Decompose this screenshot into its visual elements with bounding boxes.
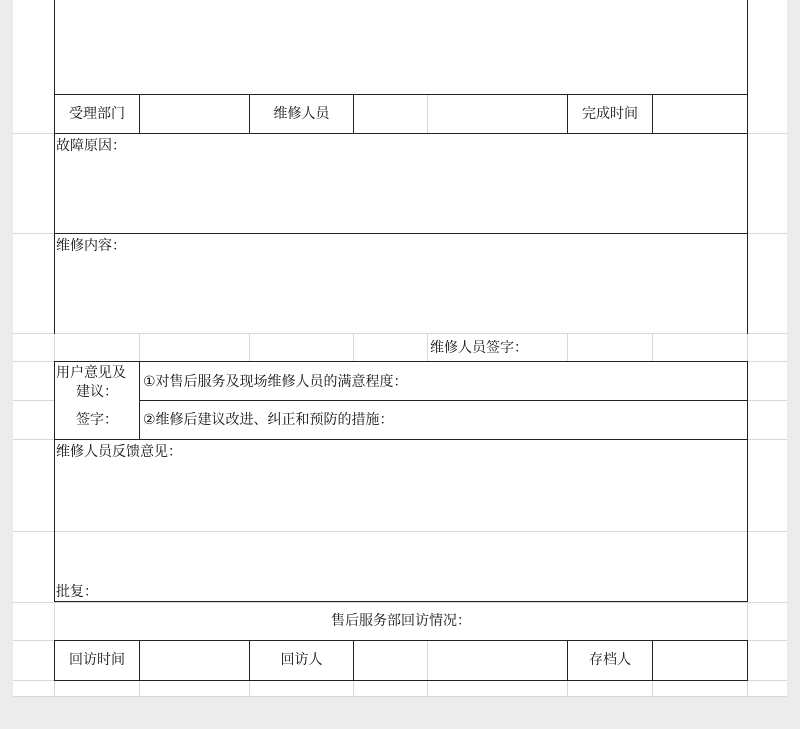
signature-label: 签字： [76,412,118,428]
repair-content-label: 维修内容： [56,238,126,254]
callback-person-label: 回访人 [280,652,323,668]
repair-person-label: 维修人员 [273,106,330,122]
fault-cause-label: 故障原因： [56,138,126,154]
accept-dept-label: 受理部门 [69,106,125,122]
callback-time-label: 回访时间 [69,652,125,668]
repair-feedback-label: 维修人员反馈意见： [56,444,182,460]
repair-person-value-cell[interactable] [354,95,567,133]
user-opinion-label-line2: 建议： [76,384,118,400]
callback-time-value-cell[interactable] [140,641,249,680]
grid-line [13,696,787,697]
complete-time-label: 完成时间 [582,106,638,122]
spreadsheet-form [13,0,787,697]
callback-person-value-cell[interactable] [354,641,567,680]
satisfaction-item: ①对售后服务及现场维修人员的满意程度： [143,374,408,390]
improvement-item: ②维修后建议改进、纠正和预防的措施： [143,412,394,428]
archivist-value-cell[interactable] [653,641,747,680]
repair-signature-label: 维修人员签字： [430,340,528,356]
user-opinion-label-line1: 用户意见及 [56,365,126,381]
complete-time-value-cell[interactable] [653,95,747,133]
accept-dept-value-cell[interactable] [140,95,249,133]
grid-line [13,333,787,334]
approval-label: 批复： [56,584,98,600]
callback-section-title: 售后服务部回访情况： [331,613,471,629]
archivist-label: 存档人 [589,652,631,668]
